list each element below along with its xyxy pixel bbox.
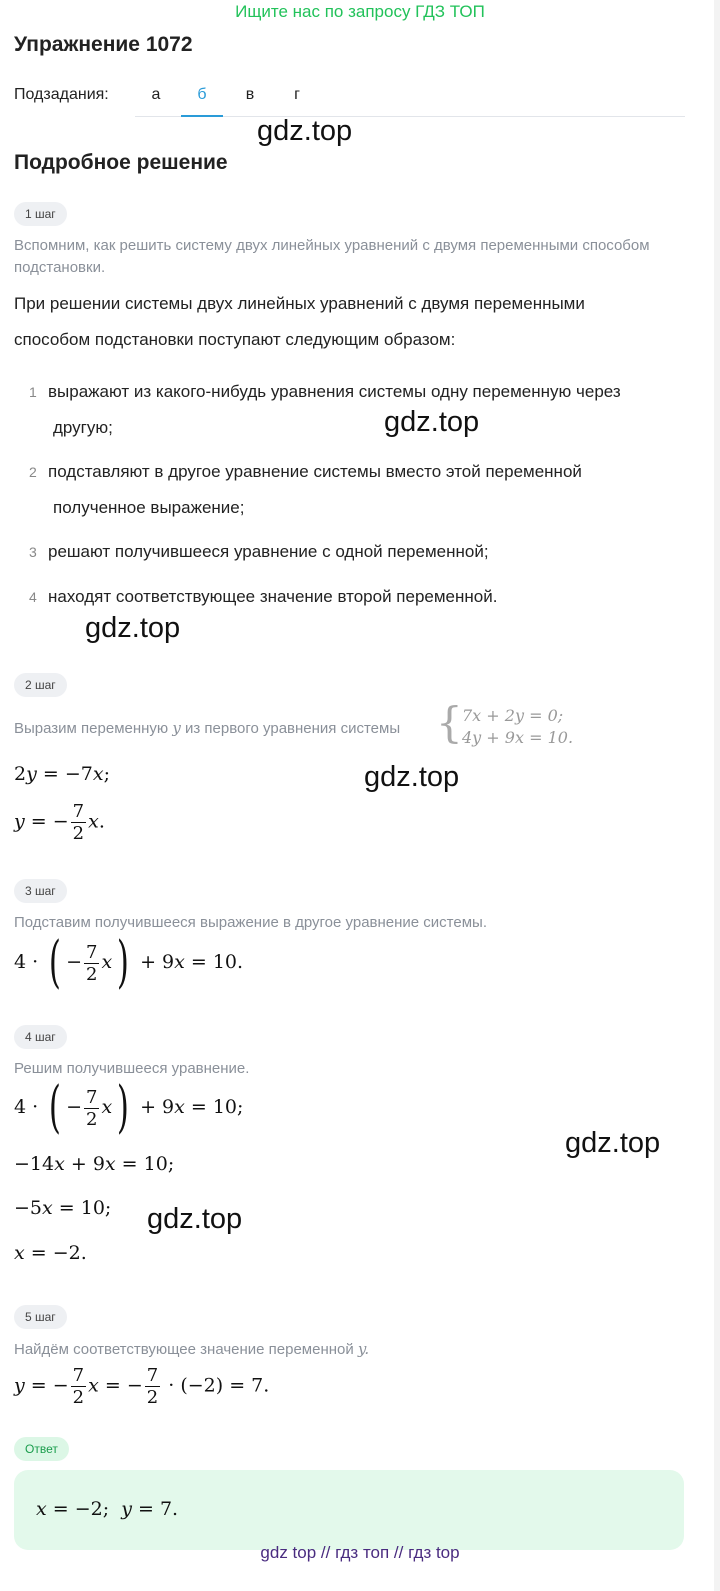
watermark: gdz.top <box>85 612 181 644</box>
list-item: выражают из какого-нибудь уравнения системы одну переменную через <box>48 382 621 401</box>
watermark: gdz.top <box>257 115 353 147</box>
tab-a[interactable]: а <box>151 86 161 103</box>
step-badge: 1 шаг <box>14 202 67 226</box>
subtask-tabs <box>135 76 685 117</box>
watermark: gdz.top <box>364 761 460 793</box>
math-line: y = − $\frac{7}{2}$ x = − $\frac{7}{2}$ · (−2) = 7. <box>14 1365 270 1408</box>
tab-g[interactable]: г <box>294 86 300 103</box>
intro-text: При решении системы двух линейных уравнений с двумя переменными <box>14 294 585 313</box>
list-number: 3 <box>29 544 37 560</box>
page-title: Упражнение 1072 <box>14 33 193 56</box>
list-item: подставляют в другое уравнение системы вместо этой переменной <box>48 462 582 481</box>
list-number: 2 <box>29 464 37 480</box>
step-badge: 4 шаг <box>14 1025 67 1049</box>
step-note: Найдём соответствующее значение переменной y. <box>14 1340 370 1358</box>
math-line: 4 · ( − $\frac{7}{2}$ x) + 9x = 10. <box>14 930 244 995</box>
step-note: Решим получившееся уравнение. <box>14 1060 250 1077</box>
top-banner[interactable]: Ищите нас по запросу ГДЗ ТОП <box>235 2 485 21</box>
subtasks-label: Подзадания: <box>14 86 109 103</box>
list-item: находят соответствующее значение второй переменной. <box>48 587 498 606</box>
solution-title: Подробное решение <box>14 151 228 174</box>
math-line: −5x = 10; <box>14 1197 112 1219</box>
list-item: полученное выражение; <box>53 498 245 517</box>
math-line: x = −2. <box>14 1242 87 1264</box>
step-badge: 3 шаг <box>14 879 67 903</box>
footer-links[interactable]: gdz top // гдз топ // гдз top <box>260 1543 460 1562</box>
watermark: gdz.top <box>384 406 480 438</box>
math-line: 2y = −7x; <box>14 763 110 785</box>
watermark: gdz.top <box>565 1127 661 1159</box>
step-badge: 5 шаг <box>14 1305 67 1329</box>
list-item: решают получившееся уравнение с одной переменной; <box>48 542 489 561</box>
math-line: y = − $\frac{7}{2}$ x. <box>14 801 105 844</box>
list-number: 1 <box>29 384 37 400</box>
step-note: Выразим переменную y из первого уравнения системы <box>14 719 401 737</box>
intro-text: способом подстановки поступают следующим образом: <box>14 330 456 349</box>
answer-badge: Ответ <box>14 1437 69 1461</box>
math-line: 4 · ( − $\frac{7}{2}$ x) + 9x = 10; <box>14 1075 244 1140</box>
math-line: −14x + 9x = 10; <box>14 1153 175 1175</box>
list-number: 4 <box>29 589 37 605</box>
tab-b[interactable]: б <box>181 86 223 117</box>
answer-box <box>14 1470 684 1550</box>
step-note: Вспомним, как решить систему двух линейных уравнений с двумя переменными способом подстановки. <box>14 237 650 276</box>
tab-v[interactable]: в <box>245 86 255 103</box>
step-note: Подставим получившееся выражение в другое уравнение системы. <box>14 914 487 931</box>
list-item: другую; <box>53 418 113 437</box>
answer-math: x = −2; y = 7. <box>36 1498 179 1520</box>
watermark: gdz.top <box>147 1203 243 1235</box>
step-badge: 2 шаг <box>14 673 67 697</box>
scrollbar[interactable] <box>714 0 720 1591</box>
